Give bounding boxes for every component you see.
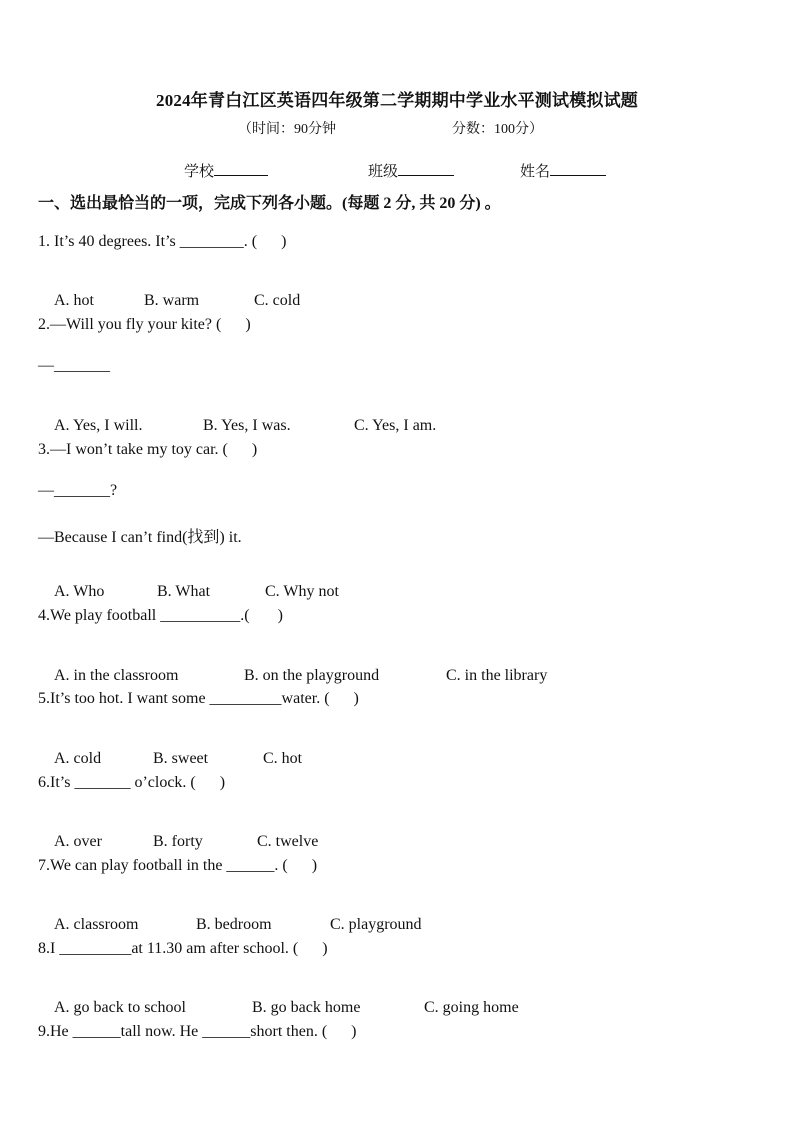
question-3-answer-line: —_______?: [38, 482, 118, 499]
question-2-text: 2.—Will you fly your kite? ( ): [38, 316, 251, 333]
question-3-option-b: B. What: [157, 583, 211, 600]
question-6-text: 6.It’s _______ o’clock. ( ): [38, 774, 226, 791]
question-8-option-a: A. go back to school: [54, 999, 186, 1016]
question-3-option-c: C. Why not: [265, 583, 339, 600]
question-5-text: 5.It’s too hot. I want some _________water. ( ): [38, 690, 359, 707]
question-8-option-c: C. going home: [424, 999, 519, 1016]
name-label: 姓名: [520, 164, 551, 180]
class-field: [368, 160, 454, 181]
school-label: 学校: [184, 164, 215, 180]
name-field: [520, 160, 606, 181]
section-heading: 一、选出最恰当的一项，完成下列各小题。(每题 2 分, 共 20 分) 。: [38, 195, 501, 212]
name-blank[interactable]: [550, 161, 606, 176]
question-7-text: 7.We can play football in the ______. ( ): [38, 857, 318, 874]
school-field: [184, 160, 268, 181]
exam-time: （时间：90分钟: [238, 122, 336, 137]
exam-title: 2024年青白江区英语四年级第二学期期中学业水平测试模拟试题: [156, 91, 638, 110]
question-3-text: 3.—I won’t take my toy car. ( ): [38, 441, 258, 458]
question-2-option-b: B. Yes, I was.: [203, 417, 291, 434]
question-5-option-b: B. sweet: [153, 750, 209, 767]
question-1-option-b: B. warm: [144, 292, 200, 309]
question-8-option-b: B. go back home: [252, 999, 361, 1016]
class-blank[interactable]: [398, 161, 454, 176]
question-8-text: 8.I _________at 11.30 am after school. ( ): [38, 940, 328, 957]
question-6-option-c: C. twelve: [257, 833, 319, 850]
question-7-option-a: A. classroom: [54, 916, 139, 933]
question-7-option-b: B. bedroom: [196, 916, 272, 933]
question-2-option-c: C. Yes, I am.: [354, 417, 437, 434]
question-2-option-a: A. Yes, I will.: [54, 417, 143, 434]
question-4-option-c: C. in the library: [446, 667, 548, 684]
question-5-option-a: A. cold: [54, 750, 102, 767]
question-4-text: 4.We play football __________.( ): [38, 607, 283, 624]
question-6-option-a: A. over: [54, 833, 102, 850]
question-4-option-b: B. on the playground: [244, 667, 380, 684]
question-3-option-a: A. Who: [54, 583, 105, 600]
question-4-option-a: A. in the classroom: [54, 667, 179, 684]
question-1-option-c: C. cold: [254, 292, 301, 309]
question-1-text: 1. It’s 40 degrees. It’s ________. ( ): [38, 233, 287, 250]
exam-score: 分数：100分）: [452, 122, 543, 137]
question-3-reply-line: —Because I can’t find(找到) it.: [38, 529, 242, 546]
question-5-option-c: C. hot: [263, 750, 303, 767]
question-7-option-c: C. playground: [330, 916, 422, 933]
question-1-option-a: A. hot: [54, 292, 94, 309]
question-9-text: 9.He ______tall now. He ______short then. ( ): [38, 1023, 357, 1040]
question-2-answer-line: —_______: [38, 357, 110, 374]
question-6-option-b: B. forty: [153, 833, 203, 850]
school-blank[interactable]: [214, 161, 268, 176]
class-label: 班级: [368, 164, 399, 180]
